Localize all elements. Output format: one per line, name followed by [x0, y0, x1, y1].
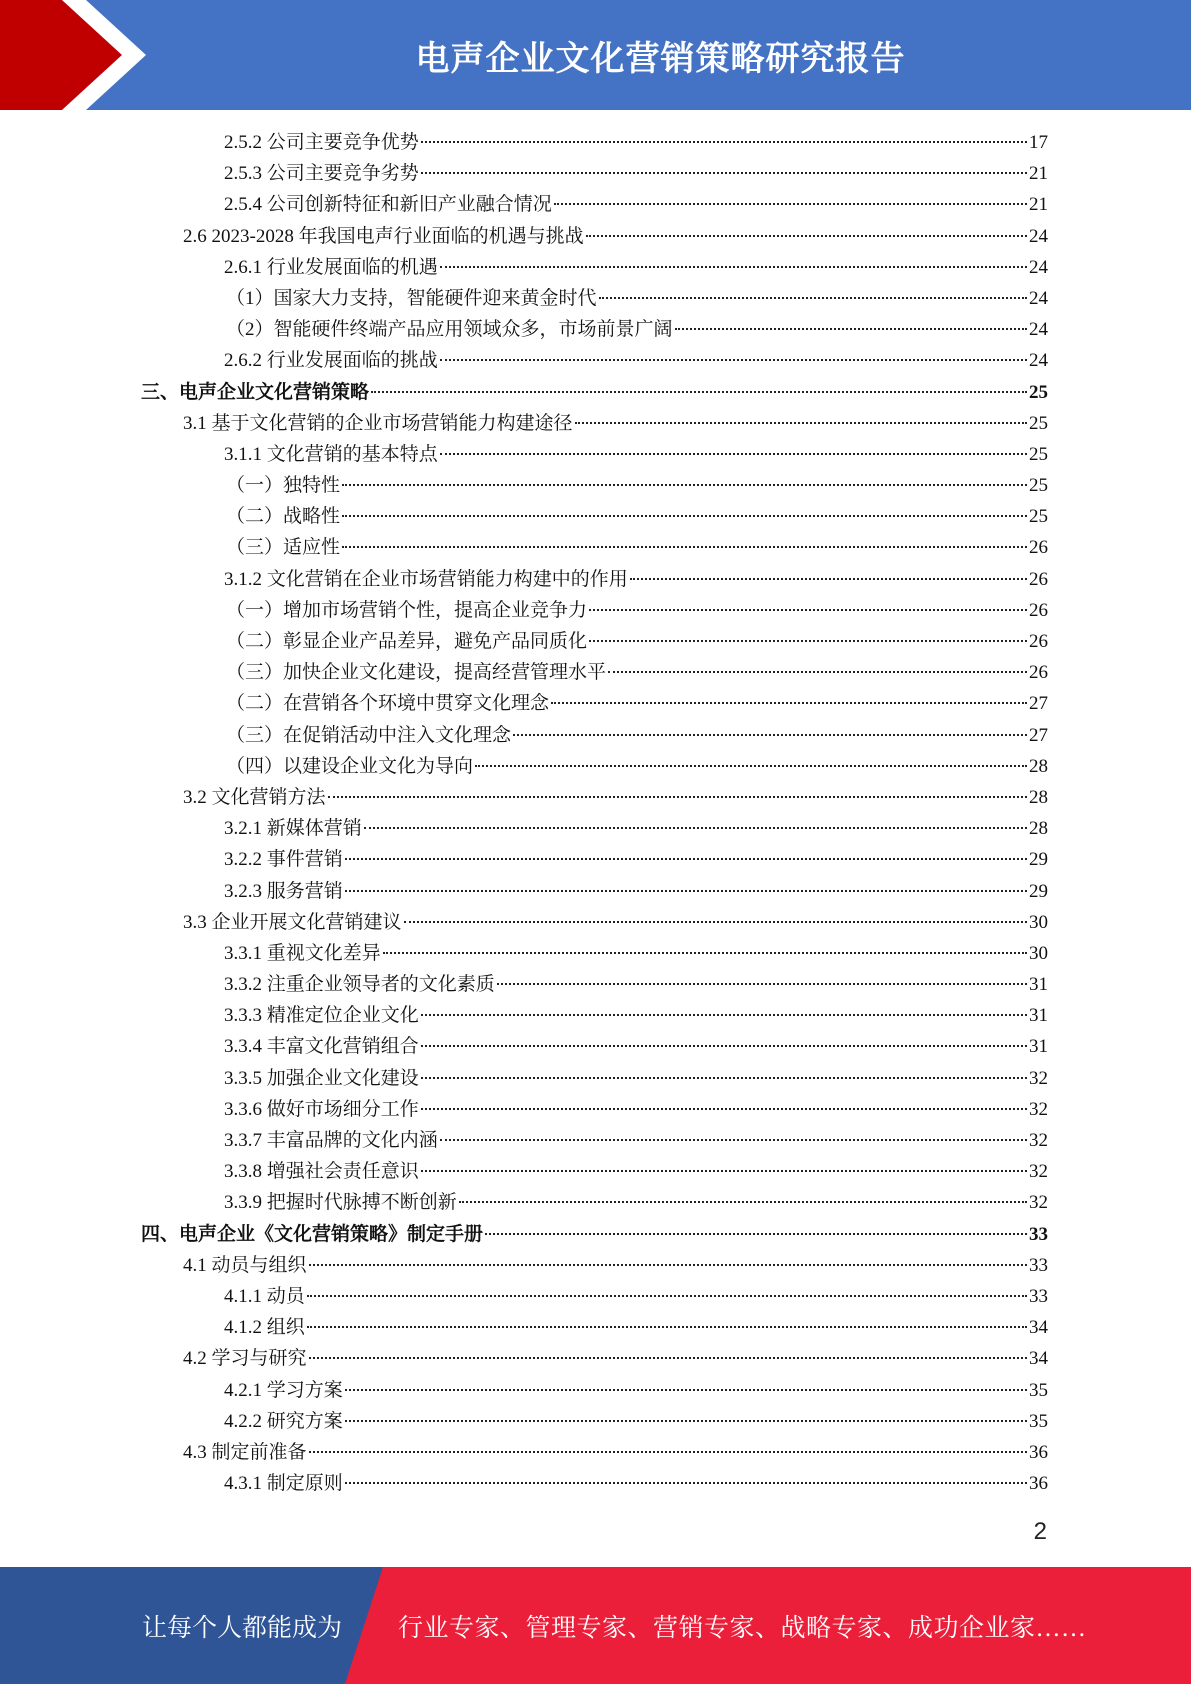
toc-entry-page: 21: [1029, 163, 1048, 185]
toc-dot-leader: [551, 701, 1027, 704]
toc-entry-title: 3.3.3 精准定位企业文化: [224, 1005, 419, 1027]
toc-entry-title: （2）智能硬件终端产品应用领域众多，市场前景广阔: [226, 319, 673, 341]
toc-entry-page: 24: [1029, 350, 1048, 372]
toc-entry-title: 3.3.9 把握时代脉搏不断创新: [224, 1192, 457, 1214]
toc-entry[interactable]: [226, 532, 1048, 563]
toc-entry[interactable]: [183, 408, 1048, 439]
toc-dot-leader: [440, 452, 1027, 455]
toc-entry-page: 33: [1029, 1223, 1048, 1245]
toc-entry-page: 21: [1029, 194, 1048, 216]
toc-dot-leader: [328, 795, 1027, 798]
toc-entry-title: 3.3.8 增强社会责任意识: [224, 1161, 419, 1183]
toc-entry[interactable]: [224, 1125, 1048, 1156]
toc-dot-leader: [589, 608, 1027, 611]
toc-entry-title: 3.3.4 丰富文化营销组合: [224, 1036, 419, 1058]
toc-entry[interactable]: [224, 1406, 1048, 1437]
toc-dot-leader: [575, 421, 1027, 424]
toc-dot-leader: [309, 1356, 1027, 1359]
toc-entry[interactable]: [224, 876, 1048, 907]
table-of-contents: [0, 127, 1191, 1499]
toc-entry-title: 3.1.1 文化营销的基本特点: [224, 443, 438, 465]
toc-entry-page: 30: [1029, 942, 1048, 964]
toc-entry-page: 27: [1029, 724, 1048, 746]
toc-dot-leader: [345, 889, 1027, 892]
toc-dot-leader: [421, 1169, 1027, 1172]
toc-entry-title: 2.6.2 行业发展面临的挑战: [224, 350, 438, 372]
toc-entry-title: 3.3.6 做好市场细分工作: [224, 1098, 419, 1120]
toc-entry-title: 3.2.2 事件营销: [224, 849, 343, 871]
toc-entry-page: 36: [1029, 1473, 1048, 1495]
toc-entry-page: 33: [1029, 1254, 1048, 1276]
toc-entry-page: 26: [1029, 662, 1048, 684]
toc-entry-title: 3.3.5 加强企业文化建设: [224, 1067, 419, 1089]
toc-dot-leader: [589, 639, 1027, 642]
toc-entry-title: （四）以建设企业文化为导向: [226, 755, 474, 777]
toc-entry-page: 25: [1029, 475, 1048, 497]
toc-entry-title: 4.2.2 研究方案: [224, 1410, 343, 1432]
toc-entry[interactable]: [226, 626, 1048, 657]
toc-entry-title: （二）彰显企业产品差异，避免产品同质化: [226, 631, 588, 652]
toc-entry-page: 26: [1029, 599, 1048, 621]
toc-entry-title: 4.2 学习与研究: [183, 1348, 307, 1370]
toc-entry[interactable]: [224, 1187, 1048, 1218]
toc-entry-page: 25: [1029, 506, 1048, 528]
toc-dot-leader: [383, 951, 1027, 954]
toc-dot-leader: [342, 545, 1027, 548]
toc-dot-leader: [345, 1388, 1027, 1391]
toc-entry-page: 28: [1029, 755, 1048, 777]
toc-entry[interactable]: [183, 1437, 1048, 1468]
toc-entry-page: 31: [1029, 974, 1048, 996]
toc-entry[interactable]: [141, 1219, 1048, 1250]
toc-dot-leader: [421, 1076, 1027, 1079]
toc-entry-title: 三、电声企业文化营销策略: [141, 381, 370, 403]
toc-dot-leader: [421, 171, 1027, 174]
toc-entry-title: （1）国家大力支持，智能硬件迎来黄金时代: [226, 287, 597, 309]
toc-entry[interactable]: [226, 751, 1048, 782]
toc-entry-title: 3.3.7 丰富品牌的文化内涵: [224, 1130, 438, 1151]
toc-entry-page: 25: [1029, 381, 1048, 403]
toc-entry-title: 2.6.1 行业发展面临的机遇: [224, 256, 438, 278]
toc-entry[interactable]: [183, 1250, 1048, 1281]
toc-entry-page: 26: [1029, 631, 1048, 652]
toc-dot-leader: [608, 670, 1027, 673]
toc-entry-title: 2.5.4 公司创新特征和新旧产业融合情况: [224, 194, 552, 216]
toc-entry[interactable]: [224, 1468, 1048, 1499]
toc-entry-title: 四、电声企业《文化营销策略》制定手册: [141, 1223, 484, 1245]
toc-entry-page: 28: [1029, 786, 1048, 808]
toc-entry[interactable]: [226, 283, 1048, 314]
toc-dot-leader: [307, 1294, 1027, 1297]
toc-entry-title: 3.3.2 注重企业领导者的文化素质: [224, 974, 495, 996]
toc-entry[interactable]: [183, 221, 1048, 252]
toc-entry-title: 4.1.1 动员: [224, 1285, 305, 1307]
toc-entry-title: 4.3 制定前准备: [183, 1441, 307, 1463]
toc-entry-page: 32: [1029, 1098, 1048, 1120]
toc-dot-leader: [586, 234, 1027, 237]
toc-entry-title: 2.5.3 公司主要竞争劣势: [224, 163, 419, 185]
toc-entry-title: 4.1 动员与组织: [183, 1254, 307, 1276]
toc-entry-page: 30: [1029, 911, 1048, 933]
toc-entry-page: 24: [1029, 225, 1048, 247]
toc-entry-title: 3.1 基于文化营销的企业市场营销能力构建途径: [183, 412, 573, 434]
toc-dot-leader: [309, 1450, 1027, 1453]
toc-entry[interactable]: [224, 1156, 1048, 1187]
toc-entry[interactable]: [224, 969, 1048, 1000]
toc-entry-title: 3.3.1 重视文化差异: [224, 942, 381, 964]
toc-entry-page: 36: [1029, 1441, 1048, 1463]
toc-dot-leader: [345, 1419, 1027, 1422]
toc-dot-leader: [440, 1138, 1027, 1141]
toc-entry-title: （二）在营销各个环境中贯穿文化理念: [226, 693, 550, 715]
toc-entry-title: 3.2 文化营销方法: [183, 786, 326, 808]
page-header: [0, 0, 1191, 110]
toc-entry[interactable]: [226, 688, 1048, 719]
toc-entry-page: 31: [1029, 1036, 1048, 1058]
toc-entry-page: 25: [1029, 443, 1048, 465]
toc-entry-title: 3.1.2 文化营销在企业市场营销能力构建中的作用: [224, 568, 628, 590]
toc-entry-page: 24: [1029, 287, 1048, 309]
toc-entry[interactable]: [224, 252, 1048, 283]
toc-entry-page: 32: [1029, 1130, 1048, 1151]
toc-dot-leader: [513, 733, 1027, 736]
toc-entry-title: （三）适应性: [226, 537, 341, 559]
toc-entry-title: 4.2.1 学习方案: [224, 1379, 343, 1401]
toc-entry-title: （三）在促销活动中注入文化理念: [226, 724, 512, 746]
toc-entry[interactable]: [224, 189, 1048, 220]
toc-entry[interactable]: [224, 1281, 1048, 1312]
toc-entry[interactable]: [224, 1375, 1048, 1406]
toc-entry-page: 34: [1029, 1317, 1048, 1339]
toc-dot-leader: [345, 1481, 1027, 1484]
toc-entry[interactable]: [226, 314, 1048, 345]
toc-dot-leader: [309, 1263, 1027, 1266]
toc-dot-leader: [440, 358, 1027, 361]
toc-dot-leader: [599, 296, 1027, 299]
toc-entry-page: 34: [1029, 1348, 1048, 1370]
toc-entry-page: 28: [1029, 818, 1048, 840]
toc-entry-title: 4.3.1 制定原则: [224, 1473, 343, 1495]
toc-entry-title: （三）加快企业文化建设，提高经营管理水平: [226, 662, 607, 684]
toc-dot-leader: [364, 826, 1027, 829]
page-footer: [0, 1567, 1191, 1684]
toc-dot-leader: [485, 1232, 1027, 1235]
toc-entry-page: 29: [1029, 880, 1048, 902]
toc-dot-leader: [421, 1013, 1027, 1016]
toc-entry-page: 32: [1029, 1067, 1048, 1089]
toc-entry[interactable]: [183, 907, 1048, 938]
footer-slogan-left: 让每个人都能成为: [142, 1614, 343, 1642]
toc-entry[interactable]: [224, 1031, 1048, 1062]
toc-entry[interactable]: [224, 844, 1048, 875]
toc-entry-page: 26: [1029, 568, 1048, 590]
toc-dot-leader: [554, 202, 1027, 205]
toc-entry[interactable]: [224, 1312, 1048, 1343]
footer-slogan-right: 行业专家、管理专家、营销专家、战略专家、成功企业家……: [398, 1614, 1087, 1642]
toc-entry[interactable]: [224, 938, 1048, 969]
toc-entry[interactable]: [224, 1063, 1048, 1094]
toc-entry-page: 25: [1029, 412, 1048, 434]
toc-dot-leader: [675, 327, 1027, 330]
toc-dot-leader: [421, 1044, 1027, 1047]
toc-entry-page: 32: [1029, 1192, 1048, 1214]
toc-dot-leader: [497, 982, 1027, 985]
toc-entry[interactable]: [183, 782, 1048, 813]
toc-dot-leader: [475, 764, 1027, 767]
toc-dot-leader: [421, 1107, 1027, 1110]
toc-dot-leader: [345, 857, 1027, 860]
toc-entry-title: 3.2.1 新媒体营销: [224, 818, 362, 840]
toc-entry[interactable]: [183, 1343, 1048, 1374]
toc-entry[interactable]: [224, 127, 1048, 158]
toc-entry-page: 29: [1029, 849, 1048, 871]
toc-entry-page: 33: [1029, 1285, 1048, 1307]
toc-entry-page: 27: [1029, 693, 1048, 715]
toc-dot-leader: [440, 265, 1027, 268]
toc-dot-leader: [459, 1200, 1027, 1203]
toc-entry-title: 3.3 企业开展文化营销建议: [183, 911, 402, 933]
page-number: 2: [1033, 1518, 1047, 1545]
toc-entry-page: 17: [1029, 132, 1048, 153]
toc-dot-leader: [371, 390, 1027, 393]
toc-entry-page: 26: [1029, 537, 1048, 559]
toc-entry-page: 32: [1029, 1161, 1048, 1183]
toc-entry[interactable]: [224, 345, 1048, 376]
toc-entry-title: 2.6 2023-2028 年我国电声行业面临的机遇与挑战: [183, 225, 584, 247]
toc-dot-leader: [421, 140, 1027, 143]
toc-dot-leader: [342, 483, 1027, 486]
toc-dot-leader: [404, 920, 1027, 923]
toc-entry[interactable]: [141, 377, 1048, 408]
toc-entry-title: 2.5.2 公司主要竞争优势: [224, 132, 419, 153]
toc-dot-leader: [342, 514, 1027, 517]
toc-entry[interactable]: [226, 657, 1048, 688]
toc-entry[interactable]: [226, 595, 1048, 626]
toc-entry-title: （二）战略性: [226, 506, 341, 528]
toc-entry[interactable]: [224, 1000, 1048, 1031]
toc-entry-page: 31: [1029, 1005, 1048, 1027]
toc-entry[interactable]: [226, 470, 1048, 501]
toc-entry[interactable]: [226, 720, 1048, 751]
toc-entry-page: 35: [1029, 1410, 1048, 1432]
toc-entry-page: 24: [1029, 256, 1048, 278]
toc-entry-title: （一）增加市场营销个性，提高企业竞争力: [226, 599, 588, 621]
toc-dot-leader: [630, 577, 1027, 580]
toc-entry[interactable]: [224, 439, 1048, 470]
toc-entry[interactable]: [224, 1094, 1048, 1125]
toc-entry-title: （一）独特性: [226, 475, 341, 497]
toc-entry[interactable]: [226, 501, 1048, 532]
toc-entry[interactable]: [224, 813, 1048, 844]
toc-entry-title: 4.1.2 组织: [224, 1317, 305, 1339]
toc-entry-title: 3.2.3 服务营销: [224, 880, 343, 902]
toc-entry[interactable]: [224, 158, 1048, 189]
toc-entry-page: 35: [1029, 1379, 1048, 1401]
toc-dot-leader: [307, 1325, 1027, 1328]
toc-entry-page: 24: [1029, 319, 1048, 341]
toc-entry[interactable]: [224, 564, 1048, 595]
report-title: 电声企业文化营销策略研究报告: [415, 38, 906, 79]
